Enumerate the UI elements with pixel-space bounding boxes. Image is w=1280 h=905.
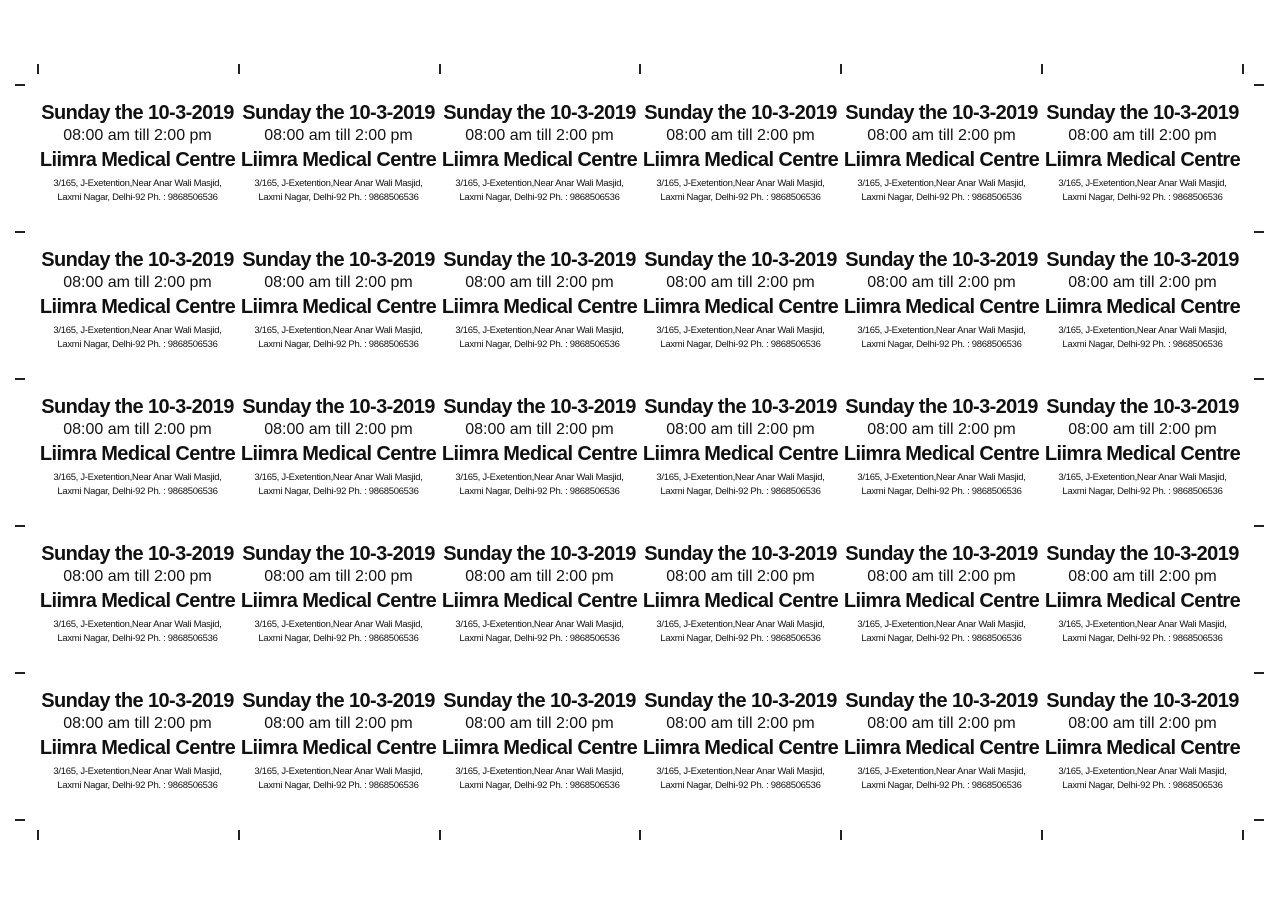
label-day-line: Sunday the 10-3-2019 (644, 396, 837, 418)
event-label (37, 536, 238, 683)
label-clinic-name: Liimra Medical Centre (240, 296, 437, 318)
label-time-line: 08:00 am till 2:00 pm (465, 421, 614, 438)
label-clinic-name: Liimra Medical Centre (843, 149, 1040, 171)
event-label (439, 683, 640, 830)
label-day-line: Sunday the 10-3-2019 (644, 543, 837, 565)
label-address-line1: 3/165, J-Exetention,Near Anar Wali Masjid, (1058, 472, 1227, 483)
label-day-line: Sunday the 10-3-2019 (242, 396, 435, 418)
label-time-line: 08:00 am till 2:00 pm (1068, 421, 1217, 438)
label-time-line: 08:00 am till 2:00 pm (63, 421, 212, 438)
label-address-line2: Laxmi Nagar, Delhi-92 Ph. : 9868506536 (1062, 486, 1223, 497)
crop-mark (840, 830, 842, 840)
label-clinic-name: Liimra Medical Centre (441, 149, 638, 171)
label-address-line1: 3/165, J-Exetention,Near Anar Wali Masjid, (455, 472, 624, 483)
label-time-line: 08:00 am till 2:00 pm (867, 568, 1016, 585)
label-address-line1: 3/165, J-Exetention,Near Anar Wali Masjid, (53, 178, 222, 189)
label-clinic-name: Liimra Medical Centre (1044, 296, 1241, 318)
label-address-line1: 3/165, J-Exetention,Near Anar Wali Masjid, (857, 325, 1026, 336)
label-grid (37, 95, 1243, 830)
label-clinic-name: Liimra Medical Centre (39, 149, 236, 171)
crop-mark (1254, 819, 1264, 821)
event-label (238, 683, 439, 830)
event-label (439, 389, 640, 536)
event-label (238, 242, 439, 389)
crop-mark (1242, 64, 1244, 74)
label-address-line1: 3/165, J-Exetention,Near Anar Wali Masjid, (254, 178, 423, 189)
label-clinic-name: Liimra Medical Centre (1044, 443, 1241, 465)
label-clinic-name: Liimra Medical Centre (441, 443, 638, 465)
label-day-line: Sunday the 10-3-2019 (242, 102, 435, 124)
label-address-line2: Laxmi Nagar, Delhi-92 Ph. : 9868506536 (258, 339, 419, 350)
label-time-line: 08:00 am till 2:00 pm (867, 127, 1016, 144)
label-day-line: Sunday the 10-3-2019 (1046, 102, 1239, 124)
label-clinic-name: Liimra Medical Centre (1044, 149, 1241, 171)
label-day-line: Sunday the 10-3-2019 (41, 249, 234, 271)
label-time-line: 08:00 am till 2:00 pm (264, 274, 413, 291)
label-clinic-name: Liimra Medical Centre (39, 443, 236, 465)
label-day-line: Sunday the 10-3-2019 (242, 690, 435, 712)
crop-mark (1041, 830, 1043, 840)
event-label (1042, 242, 1243, 389)
event-label (640, 536, 841, 683)
label-time-line: 08:00 am till 2:00 pm (63, 715, 212, 732)
crop-mark (15, 672, 25, 674)
label-address-line1: 3/165, J-Exetention,Near Anar Wali Masjid, (1058, 178, 1227, 189)
label-time-line: 08:00 am till 2:00 pm (666, 421, 815, 438)
label-address-line1: 3/165, J-Exetention,Near Anar Wali Masjid, (53, 766, 222, 777)
label-address-line2: Laxmi Nagar, Delhi-92 Ph. : 9868506536 (57, 192, 218, 203)
label-address-line1: 3/165, J-Exetention,Near Anar Wali Masjid, (857, 766, 1026, 777)
event-label (37, 95, 238, 242)
label-address-line2: Laxmi Nagar, Delhi-92 Ph. : 9868506536 (660, 633, 821, 644)
label-clinic-name: Liimra Medical Centre (642, 149, 839, 171)
label-clinic-name: Liimra Medical Centre (642, 590, 839, 612)
label-day-line: Sunday the 10-3-2019 (242, 249, 435, 271)
label-address-line2: Laxmi Nagar, Delhi-92 Ph. : 9868506536 (1062, 780, 1223, 791)
label-clinic-name: Liimra Medical Centre (642, 443, 839, 465)
event-label (37, 683, 238, 830)
crop-mark (1254, 84, 1264, 86)
label-address-line2: Laxmi Nagar, Delhi-92 Ph. : 9868506536 (861, 780, 1022, 791)
label-day-line: Sunday the 10-3-2019 (845, 249, 1038, 271)
label-time-line: 08:00 am till 2:00 pm (465, 127, 614, 144)
label-address-line2: Laxmi Nagar, Delhi-92 Ph. : 9868506536 (459, 633, 620, 644)
label-day-line: Sunday the 10-3-2019 (1046, 249, 1239, 271)
label-address-line2: Laxmi Nagar, Delhi-92 Ph. : 9868506536 (258, 780, 419, 791)
label-address-line2: Laxmi Nagar, Delhi-92 Ph. : 9868506536 (1062, 192, 1223, 203)
label-time-line: 08:00 am till 2:00 pm (465, 715, 614, 732)
label-day-line: Sunday the 10-3-2019 (41, 690, 234, 712)
label-address-line1: 3/165, J-Exetention,Near Anar Wali Masjid, (53, 472, 222, 483)
label-clinic-name: Liimra Medical Centre (441, 590, 638, 612)
label-time-line: 08:00 am till 2:00 pm (1068, 274, 1217, 291)
label-address-line2: Laxmi Nagar, Delhi-92 Ph. : 9868506536 (660, 486, 821, 497)
label-time-line: 08:00 am till 2:00 pm (666, 274, 815, 291)
label-time-line: 08:00 am till 2:00 pm (1068, 715, 1217, 732)
label-address-line1: 3/165, J-Exetention,Near Anar Wali Masjid, (455, 325, 624, 336)
event-label (640, 242, 841, 389)
crop-mark (15, 84, 25, 86)
label-day-line: Sunday the 10-3-2019 (443, 543, 636, 565)
crop-mark (37, 830, 39, 840)
label-time-line: 08:00 am till 2:00 pm (63, 274, 212, 291)
crop-mark (238, 830, 240, 840)
label-clinic-name: Liimra Medical Centre (843, 443, 1040, 465)
label-day-line: Sunday the 10-3-2019 (644, 249, 837, 271)
label-address-line2: Laxmi Nagar, Delhi-92 Ph. : 9868506536 (459, 780, 620, 791)
label-address-line2: Laxmi Nagar, Delhi-92 Ph. : 9868506536 (459, 339, 620, 350)
label-day-line: Sunday the 10-3-2019 (644, 690, 837, 712)
label-clinic-name: Liimra Medical Centre (240, 443, 437, 465)
label-address-line1: 3/165, J-Exetention,Near Anar Wali Masjid, (1058, 325, 1227, 336)
label-time-line: 08:00 am till 2:00 pm (666, 715, 815, 732)
event-label (1042, 536, 1243, 683)
label-address-line1: 3/165, J-Exetention,Near Anar Wali Masjid, (455, 619, 624, 630)
event-label (640, 95, 841, 242)
label-address-line1: 3/165, J-Exetention,Near Anar Wali Masjid, (656, 178, 825, 189)
label-day-line: Sunday the 10-3-2019 (443, 690, 636, 712)
event-label (238, 95, 439, 242)
crop-mark (439, 64, 441, 74)
label-time-line: 08:00 am till 2:00 pm (1068, 568, 1217, 585)
label-time-line: 08:00 am till 2:00 pm (264, 421, 413, 438)
label-day-line: Sunday the 10-3-2019 (41, 102, 234, 124)
event-label (37, 389, 238, 536)
label-address-line2: Laxmi Nagar, Delhi-92 Ph. : 9868506536 (861, 339, 1022, 350)
event-label (841, 95, 1042, 242)
label-address-line2: Laxmi Nagar, Delhi-92 Ph. : 9868506536 (258, 486, 419, 497)
crop-mark (639, 64, 641, 74)
label-clinic-name: Liimra Medical Centre (843, 737, 1040, 759)
label-address-line1: 3/165, J-Exetention,Near Anar Wali Masjid, (656, 766, 825, 777)
label-address-line1: 3/165, J-Exetention,Near Anar Wali Masjid, (656, 619, 825, 630)
label-time-line: 08:00 am till 2:00 pm (264, 715, 413, 732)
label-address-line2: Laxmi Nagar, Delhi-92 Ph. : 9868506536 (1062, 339, 1223, 350)
crop-mark (37, 64, 39, 74)
label-address-line2: Laxmi Nagar, Delhi-92 Ph. : 9868506536 (459, 192, 620, 203)
label-day-line: Sunday the 10-3-2019 (845, 690, 1038, 712)
label-clinic-name: Liimra Medical Centre (843, 590, 1040, 612)
label-address-line2: Laxmi Nagar, Delhi-92 Ph. : 9868506536 (861, 486, 1022, 497)
label-address-line1: 3/165, J-Exetention,Near Anar Wali Masjid, (857, 472, 1026, 483)
crop-mark (1254, 378, 1264, 380)
label-time-line: 08:00 am till 2:00 pm (666, 127, 815, 144)
label-address-line1: 3/165, J-Exetention,Near Anar Wali Masjid, (455, 766, 624, 777)
label-clinic-name: Liimra Medical Centre (240, 737, 437, 759)
crop-mark (1254, 672, 1264, 674)
label-day-line: Sunday the 10-3-2019 (845, 396, 1038, 418)
label-address-line1: 3/165, J-Exetention,Near Anar Wali Masjid, (656, 472, 825, 483)
label-clinic-name: Liimra Medical Centre (39, 590, 236, 612)
label-address-line2: Laxmi Nagar, Delhi-92 Ph. : 9868506536 (459, 486, 620, 497)
label-day-line: Sunday the 10-3-2019 (41, 396, 234, 418)
label-day-line: Sunday the 10-3-2019 (845, 543, 1038, 565)
label-address-line1: 3/165, J-Exetention,Near Anar Wali Masjid, (455, 178, 624, 189)
label-address-line1: 3/165, J-Exetention,Near Anar Wali Masjid, (254, 472, 423, 483)
crop-mark (439, 830, 441, 840)
label-address-line2: Laxmi Nagar, Delhi-92 Ph. : 9868506536 (57, 339, 218, 350)
label-address-line1: 3/165, J-Exetention,Near Anar Wali Masjid, (254, 766, 423, 777)
event-label (238, 536, 439, 683)
label-address-line1: 3/165, J-Exetention,Near Anar Wali Masjid, (254, 325, 423, 336)
label-address-line2: Laxmi Nagar, Delhi-92 Ph. : 9868506536 (57, 780, 218, 791)
label-address-line2: Laxmi Nagar, Delhi-92 Ph. : 9868506536 (258, 633, 419, 644)
label-day-line: Sunday the 10-3-2019 (845, 102, 1038, 124)
label-address-line1: 3/165, J-Exetention,Near Anar Wali Masjid, (857, 619, 1026, 630)
label-address-line2: Laxmi Nagar, Delhi-92 Ph. : 9868506536 (258, 192, 419, 203)
label-address-line2: Laxmi Nagar, Delhi-92 Ph. : 9868506536 (861, 192, 1022, 203)
label-time-line: 08:00 am till 2:00 pm (867, 421, 1016, 438)
label-address-line2: Laxmi Nagar, Delhi-92 Ph. : 9868506536 (660, 780, 821, 791)
label-day-line: Sunday the 10-3-2019 (1046, 396, 1239, 418)
label-address-line2: Laxmi Nagar, Delhi-92 Ph. : 9868506536 (57, 633, 218, 644)
event-label (439, 242, 640, 389)
event-label (1042, 389, 1243, 536)
label-clinic-name: Liimra Medical Centre (240, 590, 437, 612)
label-address-line2: Laxmi Nagar, Delhi-92 Ph. : 9868506536 (1062, 633, 1223, 644)
crop-mark (840, 64, 842, 74)
label-address-line1: 3/165, J-Exetention,Near Anar Wali Masjid, (1058, 619, 1227, 630)
crop-mark (1242, 830, 1244, 840)
crop-mark (15, 819, 25, 821)
label-address-line2: Laxmi Nagar, Delhi-92 Ph. : 9868506536 (57, 486, 218, 497)
label-time-line: 08:00 am till 2:00 pm (867, 715, 1016, 732)
label-clinic-name: Liimra Medical Centre (1044, 737, 1241, 759)
crop-mark (1254, 525, 1264, 527)
crop-mark (15, 525, 25, 527)
label-address-line1: 3/165, J-Exetention,Near Anar Wali Masjid, (53, 619, 222, 630)
event-label (841, 389, 1042, 536)
label-clinic-name: Liimra Medical Centre (441, 737, 638, 759)
label-day-line: Sunday the 10-3-2019 (1046, 543, 1239, 565)
label-clinic-name: Liimra Medical Centre (441, 296, 638, 318)
label-day-line: Sunday the 10-3-2019 (41, 543, 234, 565)
event-label (841, 242, 1042, 389)
label-time-line: 08:00 am till 2:00 pm (465, 274, 614, 291)
event-label (1042, 95, 1243, 242)
crop-mark (1254, 231, 1264, 233)
event-label (841, 683, 1042, 830)
crop-mark (639, 830, 641, 840)
label-address-line2: Laxmi Nagar, Delhi-92 Ph. : 9868506536 (660, 339, 821, 350)
label-day-line: Sunday the 10-3-2019 (443, 102, 636, 124)
label-clinic-name: Liimra Medical Centre (843, 296, 1040, 318)
label-clinic-name: Liimra Medical Centre (642, 296, 839, 318)
label-address-line1: 3/165, J-Exetention,Near Anar Wali Masjid, (53, 325, 222, 336)
crop-mark (15, 378, 25, 380)
label-address-line1: 3/165, J-Exetention,Near Anar Wali Masjid, (857, 178, 1026, 189)
event-label (439, 95, 640, 242)
event-label (640, 389, 841, 536)
label-day-line: Sunday the 10-3-2019 (443, 396, 636, 418)
label-time-line: 08:00 am till 2:00 pm (666, 568, 815, 585)
label-clinic-name: Liimra Medical Centre (39, 296, 236, 318)
event-label (439, 536, 640, 683)
crop-mark (15, 231, 25, 233)
label-address-line2: Laxmi Nagar, Delhi-92 Ph. : 9868506536 (861, 633, 1022, 644)
label-address-line1: 3/165, J-Exetention,Near Anar Wali Masjid, (254, 619, 423, 630)
label-time-line: 08:00 am till 2:00 pm (465, 568, 614, 585)
crop-mark (238, 64, 240, 74)
label-time-line: 08:00 am till 2:00 pm (63, 568, 212, 585)
label-day-line: Sunday the 10-3-2019 (242, 543, 435, 565)
label-time-line: 08:00 am till 2:00 pm (264, 568, 413, 585)
label-time-line: 08:00 am till 2:00 pm (264, 127, 413, 144)
label-day-line: Sunday the 10-3-2019 (644, 102, 837, 124)
event-label (841, 536, 1042, 683)
event-label (238, 389, 439, 536)
label-day-line: Sunday the 10-3-2019 (1046, 690, 1239, 712)
label-clinic-name: Liimra Medical Centre (1044, 590, 1241, 612)
label-time-line: 08:00 am till 2:00 pm (63, 127, 212, 144)
label-address-line1: 3/165, J-Exetention,Near Anar Wali Masjid, (1058, 766, 1227, 777)
label-time-line: 08:00 am till 2:00 pm (1068, 127, 1217, 144)
event-label (37, 242, 238, 389)
label-address-line2: Laxmi Nagar, Delhi-92 Ph. : 9868506536 (660, 192, 821, 203)
crop-mark (1041, 64, 1043, 74)
label-time-line: 08:00 am till 2:00 pm (867, 274, 1016, 291)
event-label (640, 683, 841, 830)
event-label (1042, 683, 1243, 830)
label-clinic-name: Liimra Medical Centre (39, 737, 236, 759)
label-clinic-name: Liimra Medical Centre (642, 737, 839, 759)
label-address-line1: 3/165, J-Exetention,Near Anar Wali Masjid, (656, 325, 825, 336)
label-clinic-name: Liimra Medical Centre (240, 149, 437, 171)
label-day-line: Sunday the 10-3-2019 (443, 249, 636, 271)
